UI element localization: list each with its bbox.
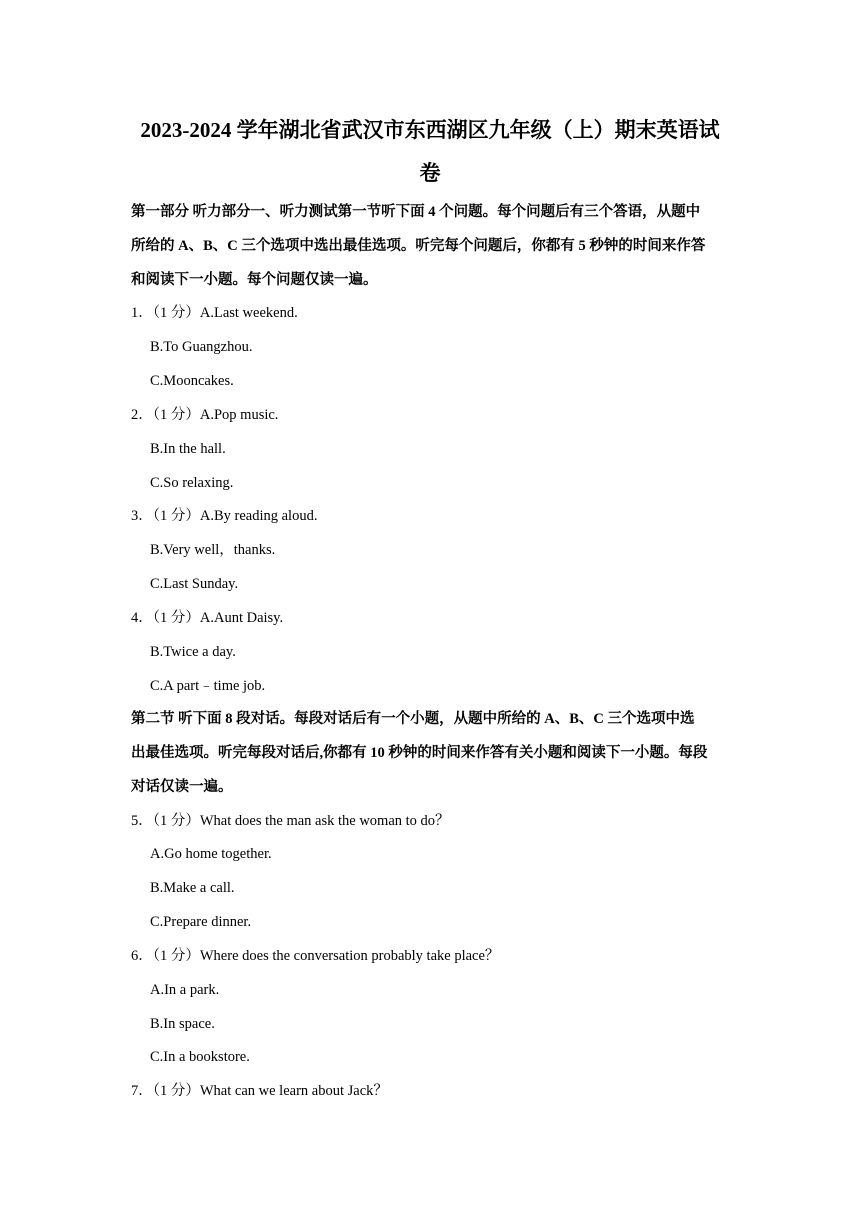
part1-instruction-line: 第一部分 听力部分一、听力测试第一节听下面 4 个问题。每个问题后有三个答语，从题中 bbox=[131, 204, 701, 220]
question-1-stem: 1．（1 分）A.Last weekend. bbox=[131, 305, 298, 321]
question-6-option-b: B.In space. bbox=[150, 1016, 215, 1032]
part2-instruction-line: 对话仅读一遍。 bbox=[131, 779, 233, 795]
part2-instruction-line: 第二节 听下面 8 段对话。每段对话后有一个小题，从题中所给的 A、B、C 三个选项中选 bbox=[131, 711, 695, 727]
part1-instruction-line: 所给的 A、B、C 三个选项中选出最佳选项。听完每个问题后，你都有 5 秒钟的时间来作答 bbox=[131, 238, 706, 254]
question-1-option-c: C.Mooncakes. bbox=[150, 373, 234, 389]
question-4-stem: 4．（1 分）A.Aunt Daisy. bbox=[131, 610, 284, 626]
question-1-option-b: B.To Guangzhou. bbox=[150, 339, 253, 355]
part1-instruction-line: 和阅读下一小题。每个问题仅读一遍。 bbox=[131, 272, 378, 288]
question-7-stem: 7．（1 分）What can we learn about Jack？ bbox=[131, 1083, 388, 1099]
document-title-line-2: 卷 bbox=[419, 161, 441, 185]
question-5-option-b: B.Make a call. bbox=[150, 880, 235, 896]
question-6-option-c: C.In a bookstore. bbox=[150, 1049, 250, 1065]
question-3-option-c: C.Last Sunday. bbox=[150, 576, 239, 592]
question-5-option-c: C.Prepare dinner. bbox=[150, 914, 252, 930]
question-6-option-a: A.In a park. bbox=[150, 982, 220, 998]
question-2-stem: 2．（1 分）A.Pop music. bbox=[131, 407, 279, 423]
question-2-option-b: B.In the hall. bbox=[150, 441, 226, 457]
question-4-option-b: B.Twice a day. bbox=[150, 644, 236, 660]
question-6-stem: 6．（1 分）Where does the conversation probably take place？ bbox=[131, 948, 500, 964]
question-4-option-c: C.A part﹣time job. bbox=[150, 678, 266, 694]
question-2-option-c: C.So relaxing. bbox=[150, 475, 234, 491]
document-title-line-1: 2023-2024 学年湖北省武汉市东西湖区九年级（上）期末英语试 bbox=[140, 118, 720, 142]
question-3-stem: 3．（1 分）A.By reading aloud. bbox=[131, 508, 318, 524]
question-5-option-a: A.Go home together. bbox=[150, 846, 272, 862]
question-5-stem: 5．（1 分）What does the man ask the woman to do？ bbox=[131, 813, 450, 829]
question-3-option-b: B.Very well，thanks. bbox=[150, 542, 276, 558]
part2-instruction-line: 出最佳选项。听完每段对话后,你都有 10 秒钟的时间来作答有关小题和阅读下一小题。每段 bbox=[131, 745, 708, 761]
